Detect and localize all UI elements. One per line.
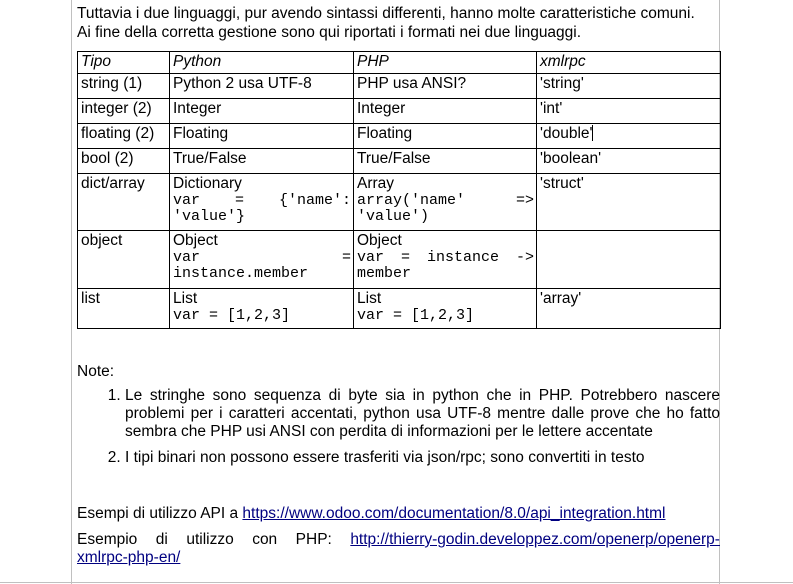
cell-xmlrpc: 'struct' [537,174,721,231]
table-row [78,74,721,99]
php-example-word: di [155,531,168,548]
code-line [173,193,351,209]
code-token: = [400,249,410,266]
page-margin-bottom [0,582,793,583]
php-example-line [77,531,720,549]
cell-tipo: floating (2) [78,124,170,149]
cell-xmlrpc: 'string' [537,74,721,99]
table-row [78,174,721,231]
code-token: array('name' [357,192,466,209]
cell-xmlrpc [537,231,721,289]
code-token: {'name': [278,192,351,209]
php-example-word: PHP: [295,531,332,548]
cell-php: Floating [354,124,537,149]
code-line: 'value') [357,208,430,225]
cell-python [170,289,354,329]
cell-php: PHP usa ANSI? [354,74,537,99]
cell-xmlrpc: 'boolean' [537,149,721,174]
list-item: 1. Le stringhe sono sequenza di byte sia in python che in PHP. Potrebbero nascere problemi per i caratteri accentati, python usa UTF-8 mentre dalle prove che ho fatto sembra che PHP usi ANSI con perdita di informazioni per le lettere accentate [125,387,720,441]
cell-python: Floating [170,124,354,149]
code-token: var [357,249,385,266]
cell-python-label: Dictionary [173,175,242,192]
notes-section [77,363,720,475]
notes-title: Note: [77,363,115,380]
cell-xmlrpc: 'array' [537,289,721,329]
cell-php [354,174,537,231]
page-margin-left [71,0,72,584]
cell-php [354,231,537,289]
cell-xmlrpc: 'int' [537,99,721,124]
api-example-paragraph [77,505,720,523]
php-xmlrpc-link-continued[interactable]: xmlrpc-php-en/ [77,549,181,566]
cell-tipo: bool (2) [78,149,170,174]
api-integration-link[interactable]: https://www.odoo.com/documentation/8.0/api_integration.html [242,505,666,522]
header-xmlrpc: xmlrpc [537,52,721,74]
table-row [78,124,721,149]
table-header-row [78,52,721,74]
intro-text [77,4,720,42]
cell-tipo: object [78,231,170,289]
code-line: var = [1,2,3] [173,307,291,324]
intro-paragraph [77,4,720,42]
code-line: member [357,265,412,282]
code-token: var [173,249,201,266]
code-token: var [173,192,201,209]
examples-section [77,505,720,567]
code-token: => [515,192,534,209]
intro-line-2: Ai fine della corretta gestione sono qui riportati i formati nei due linguaggi. [77,24,582,41]
code-token: = [341,249,351,266]
list-item: 2. I tipi binari non possono essere trasferiti via json/rpc; sono convertiti in testo [125,449,720,467]
text-cursor [592,125,593,141]
cell-python-label: Object [173,232,218,249]
code-line: 'value'} [173,208,246,225]
cell-php-label: Object [357,232,402,249]
code-line: var = [1,2,3] [357,307,475,324]
formats-table [77,51,721,329]
table-row [78,231,721,289]
header-php: PHP [354,52,537,74]
table-row [78,149,721,174]
cell-tipo: list [78,289,170,329]
cell-python: True/False [170,149,354,174]
php-example-word: utilizzo [186,531,234,548]
cell-python-label: List [173,290,198,307]
table-row [78,289,721,329]
cell-php: Integer [354,99,537,124]
code-token: instance [426,249,499,266]
cell-tipo: dict/array [78,174,170,231]
cell-python [170,174,354,231]
table-row [78,99,721,124]
cell-xmlrpc[interactable] [537,124,721,149]
cell-python: Integer [170,99,354,124]
code-token: = [234,192,244,209]
php-example-word: Esempio [77,531,138,548]
php-xmlrpc-link[interactable]: http://thierry-godin.developpez.com/openerp/openerp- [350,531,720,548]
intro-line-1: Tuttavia i due linguaggi, pur avendo sintassi differenti, hanno molte caratteristiche comuni. [77,5,695,22]
cell-tipo: integer (2) [78,99,170,124]
cell-python [170,231,354,289]
cell-php: True/False [354,149,537,174]
cell-php-label: List [357,290,382,307]
code-line [173,250,351,266]
cell-php-label: Array [357,175,395,192]
header-python: Python [170,52,354,74]
code-line [357,193,534,209]
code-line: instance.member [173,265,309,282]
php-example-paragraph [77,531,720,567]
header-tipo: Tipo [78,52,170,74]
notes-list [77,387,720,467]
php-example-word: con [252,531,278,548]
code-line [357,250,534,266]
cell-php [354,289,537,329]
api-example-label: Esempi di utilizzo API a [77,505,239,522]
code-token: -> [515,249,534,266]
cell-tipo: string (1) [78,74,170,99]
xmlrpc-value: 'double' [540,125,593,142]
cell-python: Python 2 usa UTF-8 [170,74,354,99]
